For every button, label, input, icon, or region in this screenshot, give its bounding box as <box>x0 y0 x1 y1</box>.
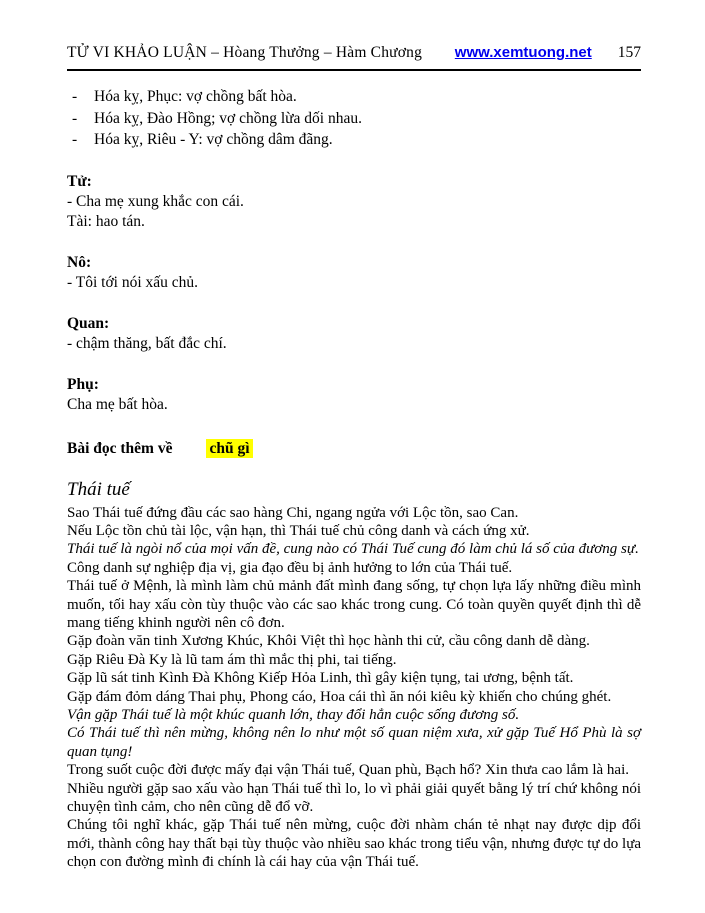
section-no <box>67 253 641 293</box>
note-line <box>67 440 641 458</box>
paragraph: Chúng tôi nghĩ khác, gặp Thái tuế nên mừng, cuộc đời nhàm chán tẻ nhạt nay được dịp đổi mới, thành công hay thất bại tùy thuộc vào nhiều sao khác trong tiểu vận, nhưng được tự do lựa chọn con đường mình đi chính là cái hay của vận Thái tuế. <box>67 817 641 871</box>
paragraph: Gặp đám đỏm dáng Thai phụ, Phong cáo, Hoa cái thì ăn nói kiêu kỳ khiến cho chúng ghét. <box>67 688 612 705</box>
paragraph: Thái tuế ở Mệnh, là mình làm chủ mảnh đất mình đang sống, tự chọn lựa lấy những điều mình muốn, tối hay xấu còn tùy thuộc vào các sao khác trong cung. Có toàn quyền quyết định thì dễ mang tiếng khinh người nên cô đơn. <box>67 578 641 631</box>
header-title: TỬ VI KHẢO LUẬN – Hòang Thưởng – Hàm Chương <box>67 44 423 61</box>
section-line: Cha mẹ bất hòa. <box>67 395 168 413</box>
bullet-item <box>67 86 641 108</box>
paragraph: Nhiều người gặp sao xấu vào hạn Thái tuế thì lo, lo vì phải giải quyết bằng lý trí chứ không nói chuyện tình cảm, cho nên cũng dễ đổ vỡ. <box>67 780 641 815</box>
section-line: - Cha mẹ xung khắc con cái. <box>67 192 244 210</box>
bullet-marker: - <box>72 109 78 127</box>
paragraph: Thái tuế là ngòi nổ của mọi vấn đề, cung nào có Thái Tuế cung đó làm chủ lá số của đương sự. <box>67 541 639 558</box>
paragraph: Gặp đoàn văn tinh Xương Khúc, Khôi Việt thì học hành thi cử, cầu công danh dễ dàng. <box>67 633 590 650</box>
section-heading: Nô: <box>67 253 92 271</box>
bullet-item <box>67 108 641 130</box>
section-line: - chậm thăng, bất đắc chí. <box>67 334 227 352</box>
paragraph: Gặp Riêu Đà Ky là lũ tam ám thì mắc thị phi, tai tiếng. <box>67 651 397 668</box>
paragraph: Trong suốt cuộc đời được mấy đại vận Thái tuế, Quan phù, Bạch hổ? Xin thưa cao lắm là hai. <box>67 762 630 779</box>
paragraph: Có Thái tuế thì nên mừng, không nên lo như một số quan niệm xưa, xử gặp Tuế Hổ Phù là sợ quan tụng! <box>67 725 641 760</box>
paragraph: Công danh sự nghiệp địa vị, gia đạo đều bị ảnh hưởng to lớn của Thái tuế. <box>67 559 513 576</box>
paragraph: Gặp lũ sát tinh Kình Đà Không Kiếp Hỏa Linh, thì gây kiện tụng, tai ương, bệnh tất. <box>67 670 574 687</box>
bullet-marker: - <box>72 131 78 148</box>
section-line: Tài: hao tán. <box>67 212 145 230</box>
bullet-list <box>67 86 641 151</box>
header-link[interactable]: www.xemtuong.net <box>454 44 592 61</box>
section-phu <box>67 375 641 415</box>
bullet-text: Hóa kỵ, Đào Hồng; vợ chồng lừa dối nhau. <box>94 109 362 127</box>
note-highlight: chũ gì <box>206 439 252 458</box>
paragraph: Nếu Lộc tồn chủ tài lộc, vận hạn, thì Thái tuế chủ công danh và cách ứng xử. <box>67 522 530 539</box>
paragraph: Sao Thái tuế đứng đầu các sao hàng Chi, ngang ngửa với Lộc tồn, sao Can. <box>67 504 519 521</box>
bullet-text: Hóa kỵ, Phục: vợ chồng bất hòa. <box>94 88 297 105</box>
section-line: - Tôi tới nói xấu chủ. <box>67 273 199 291</box>
section-quan <box>67 314 641 354</box>
header-divider <box>67 69 641 71</box>
page-header <box>67 44 641 62</box>
bullet-marker: - <box>72 88 78 105</box>
paragraph: Vận gặp Thái tuế là một khúc quanh lớn, thay đổi hẳn cuộc sống đương số. <box>67 706 520 723</box>
section-heading: Phụ: <box>67 375 99 393</box>
section-heading: Tử: <box>67 172 92 190</box>
section-tu <box>67 172 641 232</box>
page-number: 157 <box>617 44 641 61</box>
bullet-item <box>67 129 641 151</box>
note-label: Bài đọc thêm về <box>67 439 173 457</box>
section-heading: Quan: <box>67 314 110 332</box>
article-title: Thái tuế <box>67 478 130 500</box>
article <box>67 479 641 872</box>
bullet-text: Hóa kỵ, Riêu - Y: vợ chồng dâm đãng. <box>94 131 333 148</box>
